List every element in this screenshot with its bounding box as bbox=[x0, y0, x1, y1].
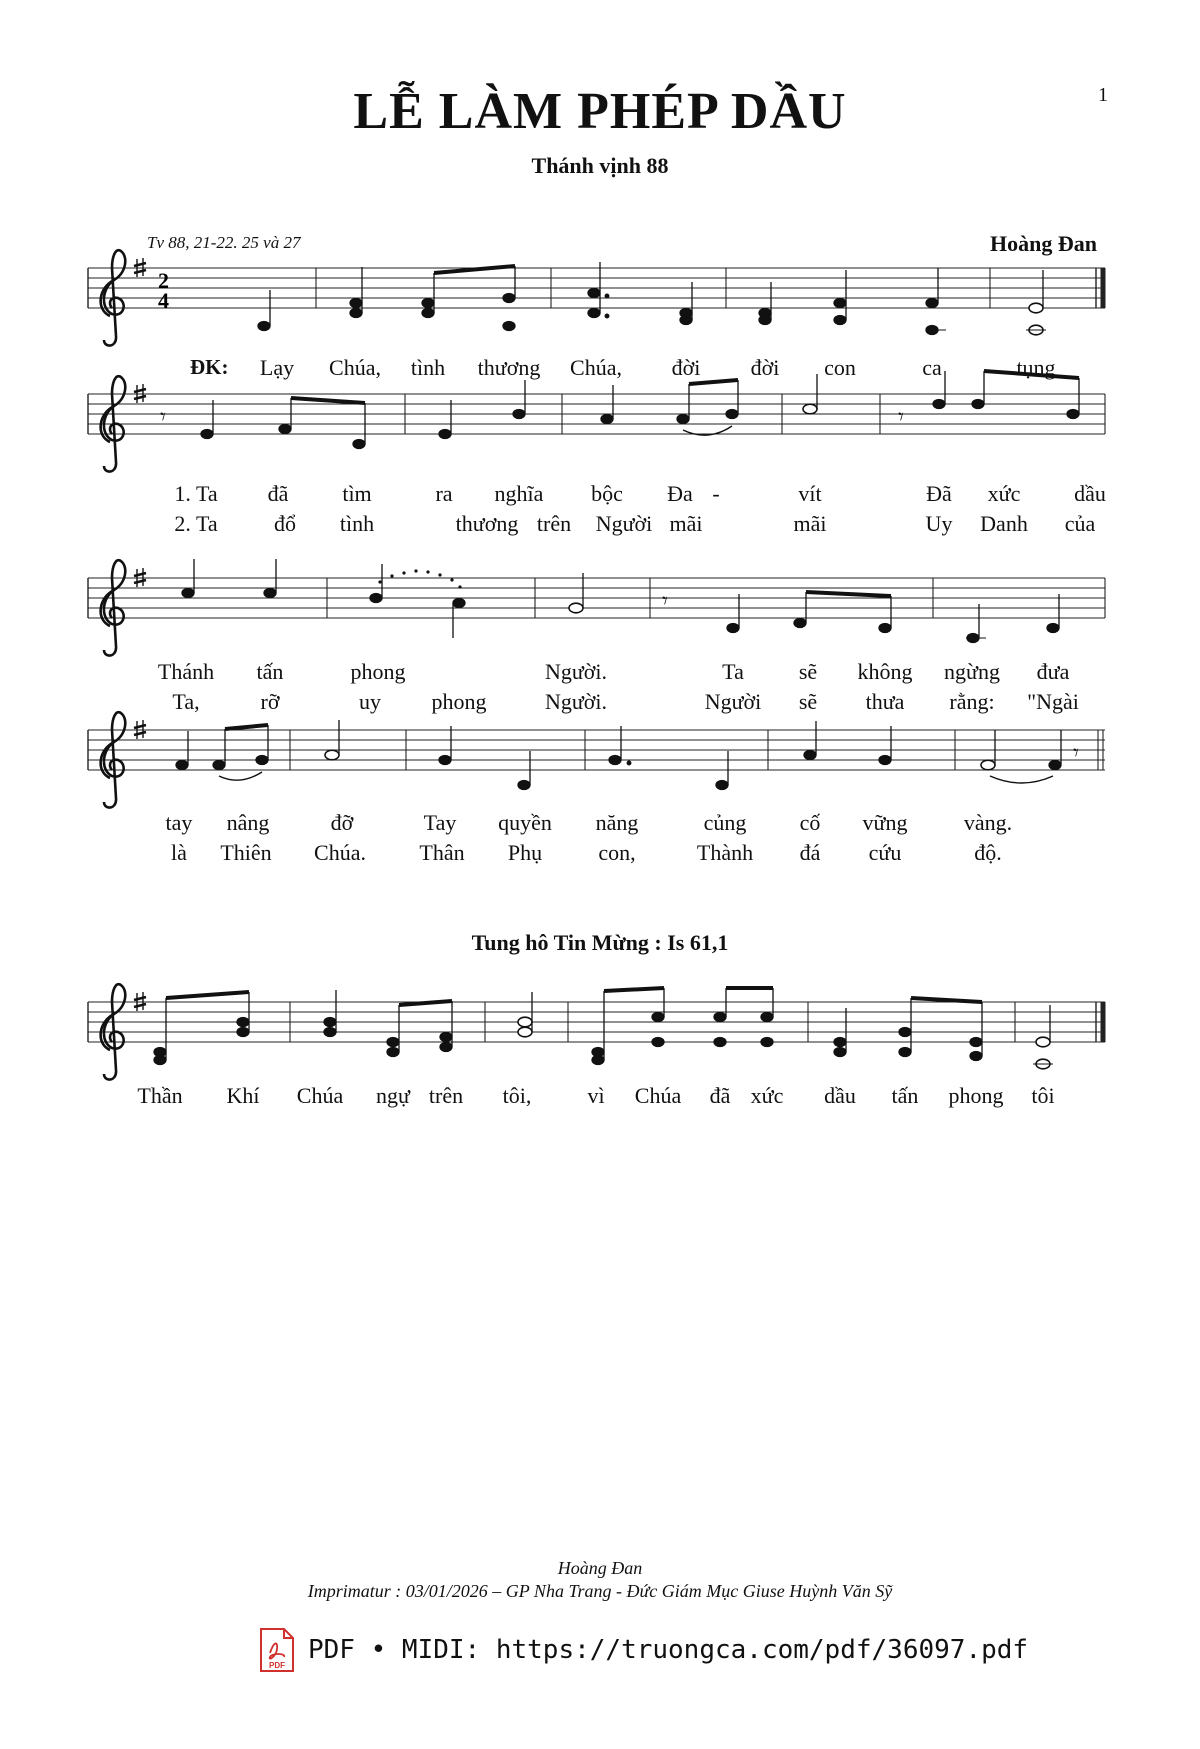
lyric-syllable: 1. Ta bbox=[174, 481, 218, 506]
pdf-icon-label: PDF bbox=[269, 1661, 285, 1670]
pdf-file-icon[interactable] bbox=[258, 1627, 296, 1673]
lyric-syllable: là bbox=[171, 840, 187, 865]
lyric-syllable: con bbox=[824, 355, 856, 380]
lyric-syllable: Khí bbox=[226, 1083, 260, 1108]
eighth-rest-icon: 𝄾 bbox=[160, 404, 166, 429]
lyric-syllable: Thân bbox=[419, 840, 465, 865]
lyric-syllable: Chúa, bbox=[570, 355, 622, 380]
lyric-syllable: năng bbox=[595, 810, 639, 835]
lyric-syllable: tay bbox=[165, 810, 193, 835]
lyric-syllable: củng bbox=[703, 810, 747, 835]
lyric-syllable: uy bbox=[359, 689, 381, 714]
lyric-syllable: rằng: bbox=[949, 689, 995, 714]
lyric-syllable: ra bbox=[435, 481, 453, 506]
lyric-syllable: bộc bbox=[591, 481, 623, 506]
lyric-syllable: tôi, bbox=[502, 1083, 532, 1108]
lyric-syllable: vít bbox=[798, 481, 822, 506]
lyric-syllable: sẽ bbox=[798, 689, 818, 714]
eighth-rest-icon: 𝄾 bbox=[898, 404, 904, 429]
lyric-syllable: Đã bbox=[926, 481, 952, 506]
lyric-syllable: - bbox=[712, 481, 720, 506]
lyric-syllable: ca bbox=[922, 355, 942, 380]
eighth-rest-icon: 𝄾 bbox=[662, 588, 668, 613]
lyric-syllable: tấn bbox=[891, 1083, 919, 1108]
lyric-syllable: Thần bbox=[137, 1083, 183, 1108]
lyric-syllable: "Ngài bbox=[1027, 689, 1079, 714]
time-sig-top: 2 bbox=[158, 268, 169, 293]
footer-imprimatur: Imprimatur : 03/01/2026 – GP Nha Trang - Đức Giám Mục Giuse Huỳnh Văn Sỹ bbox=[307, 1581, 893, 1601]
lyric-syllable: đã bbox=[709, 1083, 731, 1108]
lyric-syllable: Người. bbox=[544, 689, 608, 714]
lyric-syllable: Ta bbox=[722, 659, 744, 684]
lyric-syllable: ngự bbox=[376, 1083, 410, 1108]
lyric-syllable: Thành bbox=[696, 840, 754, 865]
lyric-syllable: dầu bbox=[1074, 481, 1106, 506]
lyric-syllable: vàng. bbox=[963, 810, 1013, 835]
lyric-syllable: Phụ bbox=[507, 840, 543, 865]
lyric-syllable: xức bbox=[987, 481, 1021, 506]
lyric-syllable: của bbox=[1064, 511, 1096, 536]
dotted-slur bbox=[378, 569, 461, 588]
song-title: LỄ LÀM PHÉP DẦU bbox=[353, 83, 847, 140]
lyric-syllable: Lạy bbox=[259, 355, 295, 380]
lyric-syllable: đổ bbox=[274, 511, 296, 536]
lyric-syllable: sẽ bbox=[798, 659, 818, 684]
lyric-syllable: tụng bbox=[1016, 355, 1056, 380]
lyric-syllable: 2. Ta bbox=[174, 511, 218, 536]
lyric-syllable: Ta, bbox=[172, 689, 200, 714]
scripture-reference: Tv 88, 21-22. 25 và 27 bbox=[147, 233, 301, 252]
alleluia-heading: Tung hô Tin Mừng : Is 61,1 bbox=[471, 930, 729, 955]
lyric-syllable: phong bbox=[350, 659, 406, 684]
lyric-syllable: tấn bbox=[256, 659, 284, 684]
lyric-syllable: Người bbox=[595, 511, 653, 536]
lyric-syllable: Thiên bbox=[220, 840, 272, 865]
lyric-syllable: dầu bbox=[824, 1083, 856, 1108]
lyric-syllable: đời bbox=[750, 355, 780, 380]
lyric-syllable: Uy bbox=[925, 511, 953, 536]
lyric-syllable: trên bbox=[536, 511, 572, 536]
lyric-syllable: đá bbox=[799, 840, 821, 865]
lyric-syllable: mãi bbox=[793, 511, 827, 536]
lyric-syllable: tình bbox=[339, 511, 375, 536]
lyric-syllable: trên bbox=[428, 1083, 464, 1108]
lyric-syllable: Tay bbox=[423, 810, 457, 835]
lyric-syllable: Người bbox=[704, 689, 762, 714]
lyric-syllable: không bbox=[857, 659, 913, 684]
lyric-syllable: ngừng bbox=[944, 659, 1000, 684]
refrain-label: ĐK: bbox=[190, 355, 229, 379]
lyric-syllable: độ. bbox=[974, 840, 1002, 865]
lyric-syllable: Chúa, bbox=[329, 355, 381, 380]
lyric-syllable: vững bbox=[862, 810, 908, 835]
pdf-midi-url[interactable]: PDF • MIDI: https://truongca.com/pdf/36097.pdf bbox=[308, 1635, 1029, 1665]
lyric-syllable: Đa bbox=[667, 481, 693, 506]
lyric-syllable: thương bbox=[455, 511, 519, 536]
lyric-syllable: con, bbox=[598, 840, 636, 865]
eighth-rest-icon: 𝄾 bbox=[1073, 740, 1079, 765]
lyric-syllable: quyền bbox=[498, 810, 552, 835]
lyric-syllable: cứu bbox=[868, 840, 902, 865]
lyric-syllable: thương bbox=[477, 355, 541, 380]
lyric-syllable: vì bbox=[587, 1083, 605, 1108]
lyric-syllable: rỡ bbox=[260, 689, 280, 714]
lyric-syllable: đã bbox=[267, 481, 289, 506]
staff-system-3 bbox=[88, 559, 1105, 656]
lyric-syllable: Người. bbox=[544, 659, 608, 684]
lyric-syllable: cố bbox=[799, 810, 821, 835]
staff-system-1 bbox=[88, 250, 1105, 345]
footer-author: Hoàng Đan bbox=[557, 1558, 643, 1578]
lyric-syllable: đưa bbox=[1036, 659, 1070, 684]
lyric-syllable: xức bbox=[750, 1083, 784, 1108]
lyric-syllable: phong bbox=[948, 1083, 1004, 1108]
staff-system-4 bbox=[88, 712, 1105, 807]
lyric-syllable: mãi bbox=[669, 511, 703, 536]
lyric-syllable: Chúa. bbox=[314, 840, 366, 865]
lyric-syllable: tìm bbox=[342, 481, 372, 506]
song-subtitle: Thánh vịnh 88 bbox=[531, 153, 669, 178]
lyric-syllable: tôi bbox=[1031, 1083, 1055, 1108]
time-sig-bottom: 4 bbox=[158, 288, 169, 313]
composer-name: Hoàng Đan bbox=[990, 231, 1097, 256]
staff-system-2 bbox=[88, 371, 1105, 472]
lyric-syllable: Thánh bbox=[157, 659, 215, 684]
lyric-syllable: Danh bbox=[980, 511, 1028, 536]
pdf-midi-link[interactable] bbox=[258, 1626, 1028, 1674]
lyric-syllable: Chúa bbox=[634, 1083, 682, 1108]
staff-system-alleluia bbox=[88, 984, 1105, 1079]
lyric-syllable: nâng bbox=[226, 810, 270, 835]
page-number: 1 bbox=[1098, 84, 1108, 106]
lyric-syllable: Chúa bbox=[296, 1083, 344, 1108]
lyric-syllable: đời bbox=[671, 355, 701, 380]
lyric-syllable: tình bbox=[410, 355, 446, 380]
lyric-syllable: đỡ bbox=[330, 810, 354, 835]
lyric-syllable: nghĩa bbox=[494, 481, 544, 506]
lyric-syllable: thưa bbox=[865, 689, 905, 714]
lyric-syllable: phong bbox=[431, 689, 487, 714]
